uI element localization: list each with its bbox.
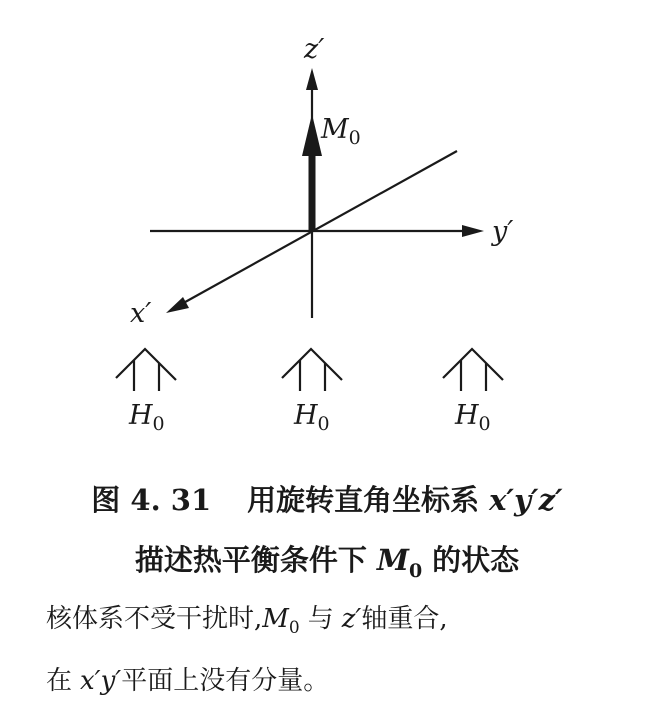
caption-m0: $M_0$ <box>376 543 423 582</box>
z-axis-arrowhead <box>306 68 318 90</box>
m0-vector-label-sub: 0 <box>348 127 361 149</box>
x-axis <box>178 151 457 306</box>
h0-symbol-right <box>443 349 503 435</box>
caption-line-2 <box>0 538 654 582</box>
caption-axes: x′y′z′ <box>489 483 563 517</box>
h0-label-right: $H_0$ <box>455 400 491 435</box>
x-axis-arrowhead <box>166 297 189 313</box>
caption-title-text: 用旋转直角坐标系 <box>247 483 480 517</box>
m0-vector-label <box>320 114 361 149</box>
h0-symbol-center <box>282 349 342 435</box>
figure-number: 图 4. 31 <box>91 483 212 517</box>
caption-desc-before: 描述热平衡条件下 <box>134 543 367 577</box>
h0-symbol-left <box>116 349 176 435</box>
h0-chevron-left <box>116 349 176 380</box>
m0-vector-label-main: M <box>321 114 349 145</box>
y-axis-label: y′ <box>492 216 514 247</box>
note-line-2: 在 x′y′平面上没有分量。 <box>46 666 330 696</box>
h0-chevron-center <box>282 349 342 380</box>
h0-label-center: $H_0$ <box>294 400 330 435</box>
h0-label-left: $H_0$ <box>129 400 165 435</box>
note-z-axis: z′ <box>341 604 362 634</box>
m0-vector-arrowhead <box>302 114 322 156</box>
caption-desc-after: 的状态 <box>432 543 520 577</box>
h0-chevron-right <box>443 349 503 380</box>
caption-line-1 <box>0 478 654 519</box>
y-axis-arrowhead <box>462 225 484 237</box>
z-axis-label: z′ <box>304 34 325 65</box>
note-line-1: 核体系不受干扰时$,M_0$ 与 z′轴重合, <box>46 604 448 639</box>
x-axis-label: x′ <box>130 298 152 329</box>
note-xy-plane: x′y′ <box>80 666 122 696</box>
note-m0: $M_0$ <box>262 604 300 639</box>
